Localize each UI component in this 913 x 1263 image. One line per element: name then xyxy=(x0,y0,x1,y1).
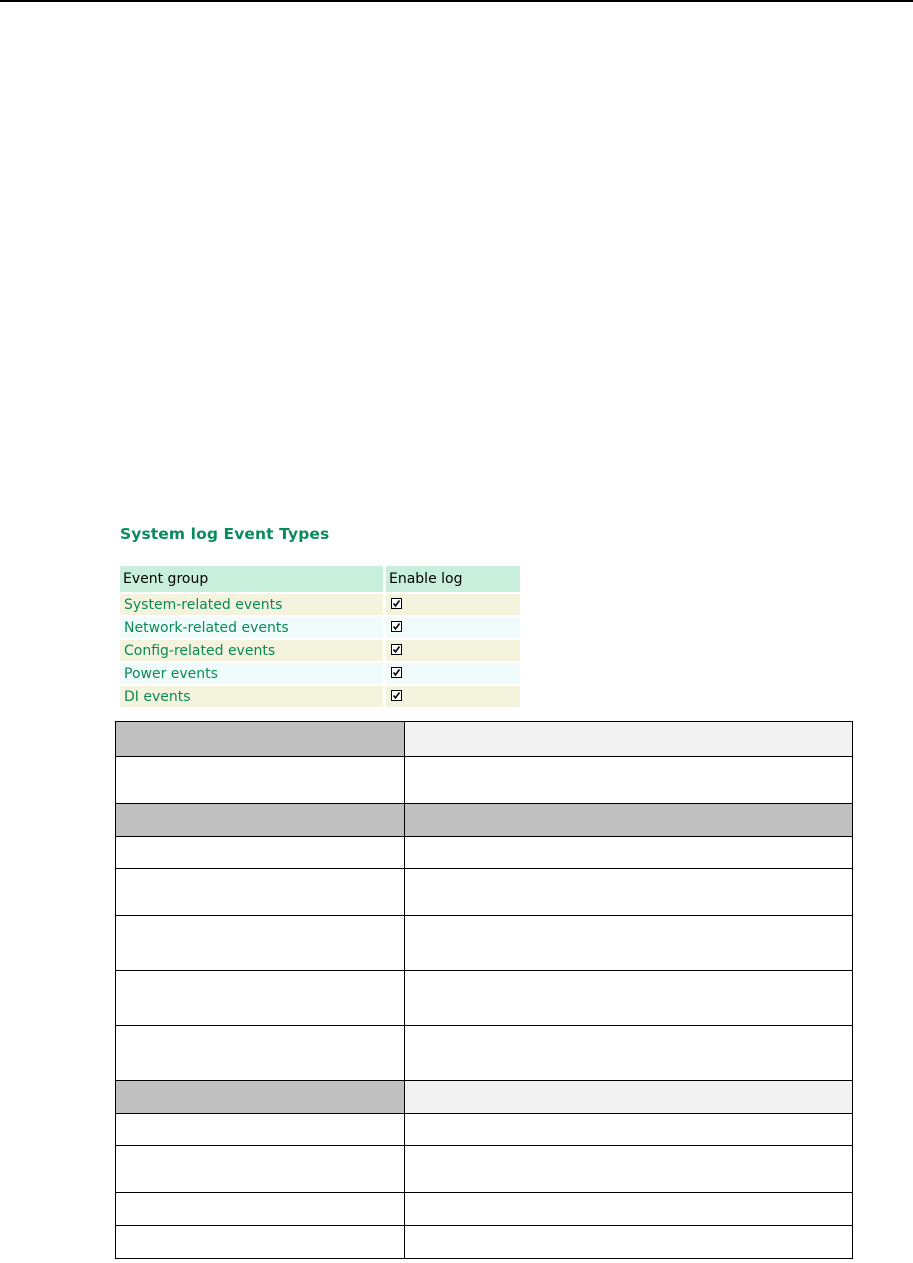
panel-header-row xyxy=(120,566,520,592)
enable-log-checkbox[interactable] xyxy=(391,667,402,678)
table-cell xyxy=(116,757,405,804)
table-row xyxy=(116,1114,853,1146)
table-header-row xyxy=(116,1081,853,1114)
table-cell xyxy=(116,1081,405,1114)
table-cell xyxy=(405,1193,853,1226)
syslog-event-types-panel xyxy=(115,519,521,712)
event-row-config xyxy=(120,640,520,661)
settings-table xyxy=(115,721,853,1259)
table-header-row xyxy=(116,804,853,837)
table-cell xyxy=(116,1114,405,1146)
table-cell xyxy=(405,1226,853,1259)
table-cell xyxy=(116,1226,405,1259)
table-cell xyxy=(405,837,853,869)
table-row xyxy=(116,1226,853,1259)
table-row xyxy=(116,1193,853,1226)
enable-log-checkbox[interactable] xyxy=(391,644,402,655)
event-row-system xyxy=(120,594,520,615)
table-row xyxy=(116,916,853,971)
event-label: System-related events xyxy=(124,597,283,613)
table-cell xyxy=(405,971,853,1026)
event-label: DI events xyxy=(124,689,191,705)
table-cell xyxy=(116,971,405,1026)
enable-log-checkbox[interactable] xyxy=(391,598,402,609)
check-icon xyxy=(392,668,401,677)
event-row-power xyxy=(120,663,520,684)
table-header-row xyxy=(116,722,853,757)
table-cell xyxy=(405,722,853,757)
table-row xyxy=(116,757,853,804)
event-row-network xyxy=(120,617,520,638)
table-row xyxy=(116,1146,853,1193)
event-label: Power events xyxy=(124,666,218,682)
table-cell xyxy=(116,1026,405,1081)
table-cell xyxy=(116,916,405,971)
table-cell xyxy=(405,916,853,971)
column-header-event-group: Event group xyxy=(123,571,209,587)
table-cell xyxy=(116,869,405,916)
check-icon xyxy=(392,691,401,700)
table-cell xyxy=(116,837,405,869)
panel-title: System log Event Types xyxy=(120,525,330,543)
table-row xyxy=(116,869,853,916)
table-cell xyxy=(405,804,853,837)
table-cell xyxy=(405,869,853,916)
table-cell xyxy=(405,1114,853,1146)
table-cell xyxy=(116,804,405,837)
check-icon xyxy=(392,599,401,608)
table-row xyxy=(116,1026,853,1081)
event-row-di xyxy=(120,686,520,707)
event-label: Config-related events xyxy=(124,643,276,659)
table-cell xyxy=(116,1193,405,1226)
page-top-rule xyxy=(0,0,913,2)
table-cell xyxy=(405,1146,853,1193)
event-label: Network-related events xyxy=(124,620,289,636)
table-row xyxy=(116,971,853,1026)
enable-log-checkbox[interactable] xyxy=(391,690,402,701)
check-icon xyxy=(392,622,401,631)
table-cell xyxy=(116,722,405,757)
enable-log-checkbox[interactable] xyxy=(391,621,402,632)
table-cell xyxy=(405,1081,853,1114)
table-cell xyxy=(405,757,853,804)
table-row xyxy=(116,837,853,869)
column-header-enable-log: Enable log xyxy=(389,571,463,587)
table-cell xyxy=(405,1026,853,1081)
check-icon xyxy=(392,645,401,654)
table-cell xyxy=(116,1146,405,1193)
